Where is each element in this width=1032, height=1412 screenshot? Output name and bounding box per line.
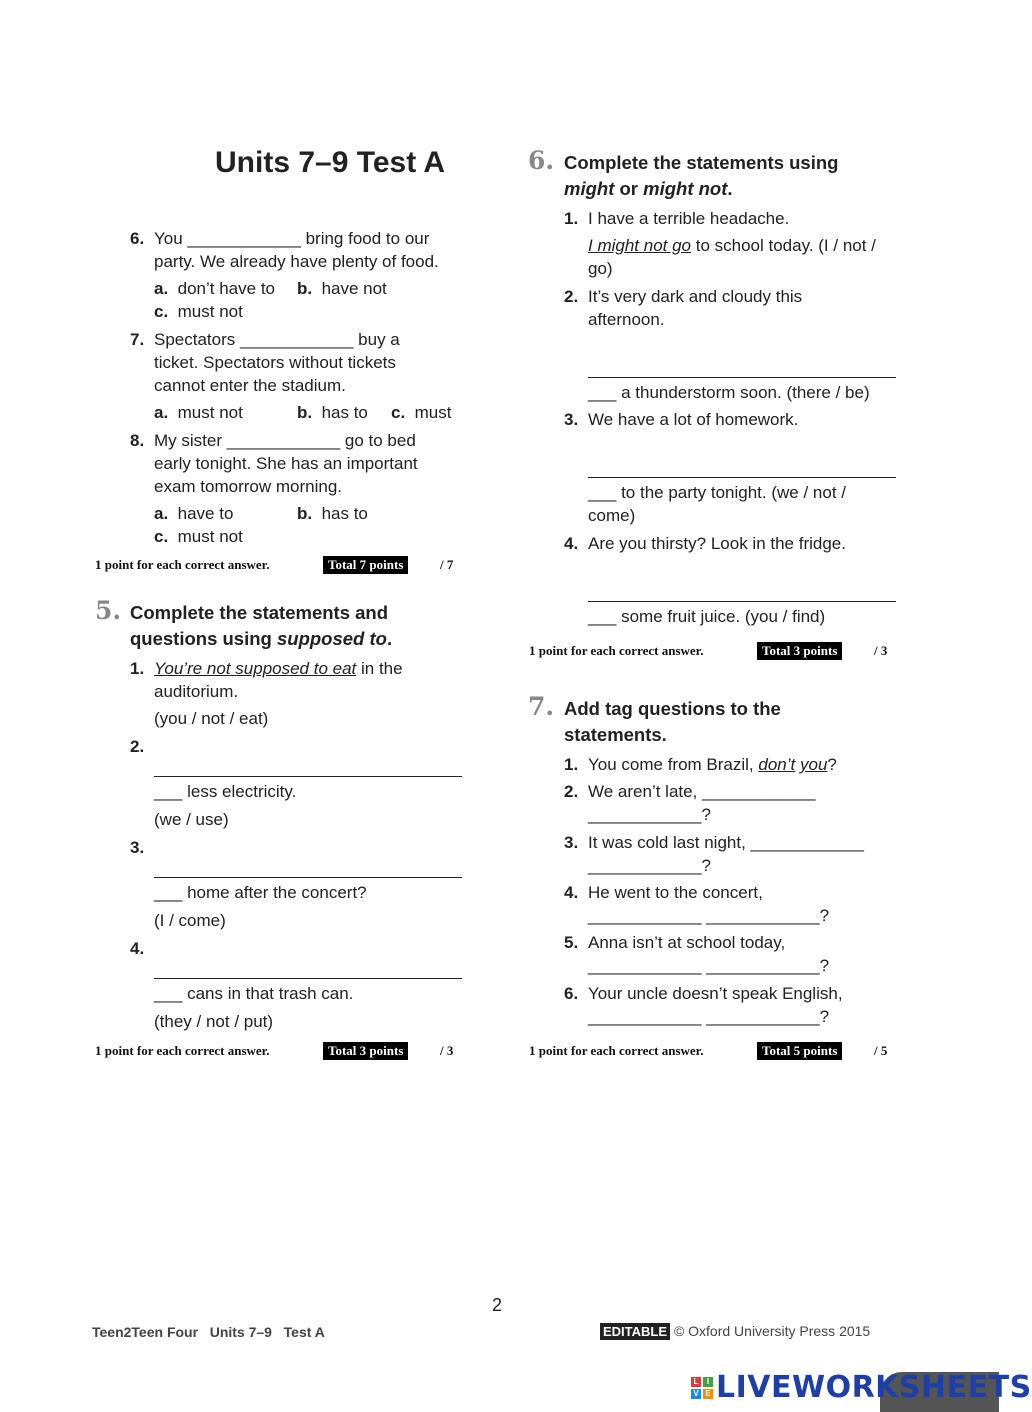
example-answer: don’t [758,755,796,774]
footer-right [600,1323,870,1339]
question-text: ticket. Spectators without tickets [154,353,396,372]
question-text: ___ to the party tonight. (we / not / [588,483,846,502]
question-number: 2. [130,737,145,756]
question-text: go) [588,259,613,278]
question-text: I have a terrible headache. [588,209,790,228]
score-label: 1 point for each correct answer. [95,1043,270,1058]
score-label: 1 point for each correct answer. [529,643,704,658]
question-number: 3. [130,838,145,857]
section-heading: Complete the statements using [564,152,839,173]
question-hint: (I / come) [154,911,226,930]
question-text: Are you thirsty? Look in the fridge. [588,534,846,553]
score-out-of: / 7 [440,557,454,572]
answer-blank[interactable]: ____________ ____________? [588,906,830,925]
option-a[interactable]: a. don’t have to [154,279,275,298]
question-number: 7. [130,330,145,349]
question-text: afternoon. [588,310,665,329]
question-text: You’re not supposed to eat in the [154,659,403,678]
question-number: 3. [564,410,579,429]
option-c[interactable]: c. must [391,403,452,422]
question-text: Spectators ____________ buy a [154,330,400,349]
question-number: 4. [564,534,579,553]
answer-line[interactable] [154,978,462,979]
option-c[interactable]: c. must not [154,302,243,321]
section-heading: statements. [564,724,667,745]
section-heading: Add tag questions to the [564,698,781,719]
liveworksheets-logo-icon: L I V E [691,1377,713,1399]
score-out-of: / 3 [874,643,888,658]
answer-line[interactable] [154,877,462,878]
question-number: 3. [564,833,579,852]
question-text: Anna isn’t at school today, [588,933,786,952]
section-number: 5. [95,596,122,625]
question-text: Your uncle doesn’t speak English, [588,984,843,1003]
question-number: 8. [130,431,145,450]
question-text: auditorium. [154,682,239,701]
question-text: party. We already have plenty of food. [154,252,439,271]
question-text: cannot enter the stadium. [154,376,346,395]
section-number: 7. [528,692,555,721]
section-number: 6. [528,146,555,175]
answer-blank[interactable]: ____________ ____________? [588,1007,830,1026]
question-text: You ____________ bring food to our [154,229,430,248]
answer-line[interactable] [588,601,896,602]
score-out-of: / 5 [874,1043,888,1058]
question-text: exam tomorrow morning. [154,477,343,496]
option-c[interactable]: c. must not [154,527,243,546]
question-number: 5. [564,933,579,952]
answer-blank[interactable]: ____________? [588,805,711,824]
option-a[interactable]: a. must not [154,403,243,422]
example-answer: you [800,755,828,774]
question-text: It’s very dark and cloudy this [588,287,803,306]
question-text: I might not go to school today. (I / not / [588,236,876,255]
question-hint: (we / use) [154,810,229,829]
question-text: It was cold last night, ____________ [588,833,864,852]
score-label: 1 point for each correct answer. [529,1043,704,1058]
question-text: My sister ____________ go to bed [154,431,416,450]
total-points-badge: Total 5 points [757,1042,842,1060]
option-b[interactable]: b. have not [297,279,387,298]
question-number: 1. [130,659,145,678]
question-text: ___ some fruit juice. (you / find) [588,607,826,626]
total-points-badge: Total 3 points [757,642,842,660]
answer-line[interactable] [588,377,896,378]
score-label: 1 point for each correct answer. [95,557,270,572]
question-text: early tonight. She has an important [154,454,418,473]
question-text: ___ cans in that trash can. [154,984,354,1003]
answer-blank[interactable]: ____________ ____________? [588,956,830,975]
question-text: He went to the concert, [588,883,763,902]
editable-badge: EDITABLE [600,1323,670,1340]
question-number: 1. [564,755,579,774]
option-b[interactable]: b. has to [297,504,368,523]
question-text: come) [588,506,636,525]
question-number: 6. [130,229,145,248]
question-number: 4. [130,939,145,958]
question-number: 2. [564,287,579,306]
section-heading: might or might not. [564,178,733,199]
question-text: We have a lot of homework. [588,410,799,429]
option-b[interactable]: b. has to [297,403,368,422]
liveworksheets-watermark: LIVEWORKSHEETS [716,1370,1032,1405]
question-number: 6. [564,984,579,1003]
example-answer: You’re not supposed to eat [154,659,357,678]
question-number: 2. [564,782,579,801]
question-text: ___ less electricity. [154,782,297,801]
question-hint: (they / not / put) [154,1012,274,1031]
answer-line[interactable] [588,477,896,478]
section-heading: Complete the statements and [130,602,389,623]
score-out-of: / 3 [440,1043,454,1058]
question-text: ___ home after the concert? [154,883,367,902]
page-number: 2 [492,1295,503,1315]
question-hint: (you / not / eat) [154,709,269,728]
section-heading: questions using supposed to. [130,628,393,649]
page-title: Units 7–9 Test A [215,146,446,179]
question-number: 4. [564,883,579,902]
question-text: We aren’t late, ____________ [588,782,816,801]
question-text: You come from Brazil, don’t you? [588,755,837,774]
example-answer: I might not go [588,236,692,255]
option-a[interactable]: a. have to [154,504,234,523]
answer-line[interactable] [154,776,462,777]
footer-left: Teen2Teen Four Units 7–9 Test A [92,1324,325,1340]
total-points-badge: Total 3 points [323,1042,408,1060]
question-text: ___ a thunderstorm soon. (there / be) [588,383,870,402]
answer-blank[interactable]: ____________? [588,856,711,875]
question-number: 1. [564,209,579,228]
copyright: © Oxford University Press 2015 [673,1323,871,1339]
total-points-badge: Total 7 points [323,556,408,574]
